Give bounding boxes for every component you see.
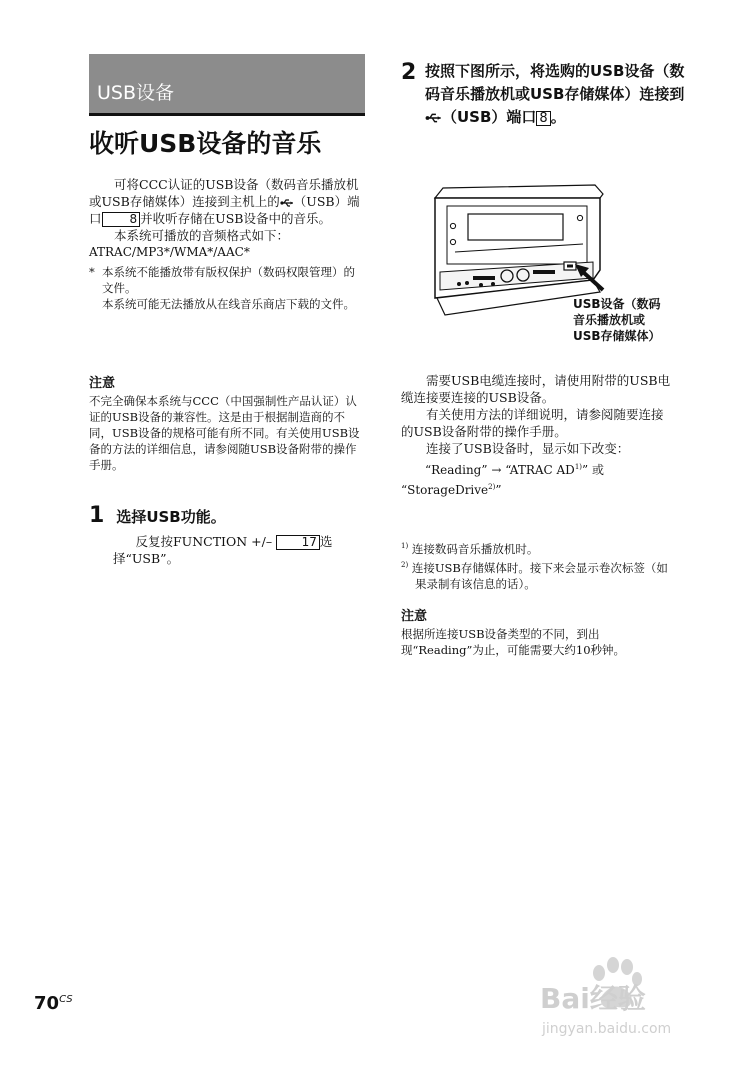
intro-paragraph: 可将CCC认证的USB设备（数码音乐播放机或USB存储媒体）连接到主机上的 （USB）端口 8 并收听存储在USB设备中的音乐。 (89, 177, 360, 226)
port-number-box: 8 (102, 212, 141, 227)
usb-icon (425, 112, 442, 124)
callout-line-1: USB设备（数码 (573, 297, 661, 311)
step-number: 2 (401, 60, 417, 85)
step-number: 1 (89, 503, 105, 528)
format-list: ATRAC/MP3*/WMA*/AAC* (89, 245, 250, 259)
figure-callout (573, 296, 661, 344)
button-number-box: 17 (276, 535, 320, 550)
watermark (530, 955, 745, 1055)
footnotes (401, 538, 673, 592)
note-text: 根据所连接USB设备类型的不同，到出现“Reading”为止，可能需要大约10秒钟。 (401, 627, 626, 657)
callout-line-2: 音乐播放机或 (573, 313, 646, 327)
step-1 (89, 503, 361, 567)
footnote-2: $^{2)}$ 连接USB存储媒体时。接下来会显示卷次标签（如果录制有该信息的话）。 (401, 560, 668, 591)
page-title: 收听USB设备的音乐 (89, 129, 322, 158)
port-number-box: 8 (536, 111, 550, 126)
display-change-paragraph: 连接了USB设备时，显示如下改变： (426, 441, 630, 456)
display-sequence-cont: “StorageDrive$^{2)}$” (401, 483, 502, 497)
note-title: 注意 (401, 609, 428, 624)
footnote-asterisk: * (89, 265, 95, 279)
note-text: 不完全确保本系统与CCC（中国强制性产品认证）认证的USB设备的兼容性。这是由于根据制造商的不同，USB设备的规格可能有所不同。有关使用USB设备的方法的详细信息，请参阅随USB设备附带的操作手册。 (89, 394, 360, 472)
watermark-url: jingyan.baidu.com (542, 1021, 672, 1037)
usb-cable-paragraph: 需要USB电缆连接时，请使用附带的USB电缆连接要连接的USB设备。 (401, 373, 671, 405)
arrow-icon: → (491, 463, 502, 477)
section-header-bar (89, 54, 365, 116)
step-instruction: 按照下图所示，将选购的USB设备（数码音乐播放机或USB存储媒体）连接到（USB）端口 8 。 (425, 62, 685, 126)
section-label: USB设备 (97, 82, 175, 104)
usb-icon (280, 198, 294, 208)
intro-block (89, 176, 361, 312)
step-2 (401, 60, 686, 129)
right-text-block (401, 372, 673, 499)
step-title: 选择USB功能。 (116, 508, 226, 526)
step-instruction: 反复按FUNCTION +/– 17 选择“USB”。 (113, 534, 333, 566)
note-block-1 (89, 372, 361, 473)
note-block-2 (401, 605, 656, 658)
page-number: $70^{CS}$ (34, 993, 73, 1014)
format-footnote (89, 264, 361, 312)
watermark-brand: Bai经验 (540, 982, 646, 1015)
manual-paragraph: 有关使用方法的详细说明，请参阅随要连接的USB设备附带的操作手册。 (401, 407, 664, 439)
footnote-text-2: 本系统可能无法播放从在线音乐商店下载的文件。 (102, 297, 355, 311)
footnote-1: $^{1)}$ 连接数码音乐播放机时。 (401, 541, 539, 556)
format-intro: 本系统可播放的音频格式如下： (114, 228, 290, 243)
display-sequence: “Reading” → “ATRAC AD$^{1)}$” 或 (425, 463, 604, 477)
callout-line-3: USB存储媒体） (573, 329, 661, 343)
footnote-text-1: 本系统不能播放带有版权保护（数码权限管理）的文件。 (102, 265, 355, 295)
note-title: 注意 (89, 376, 116, 391)
